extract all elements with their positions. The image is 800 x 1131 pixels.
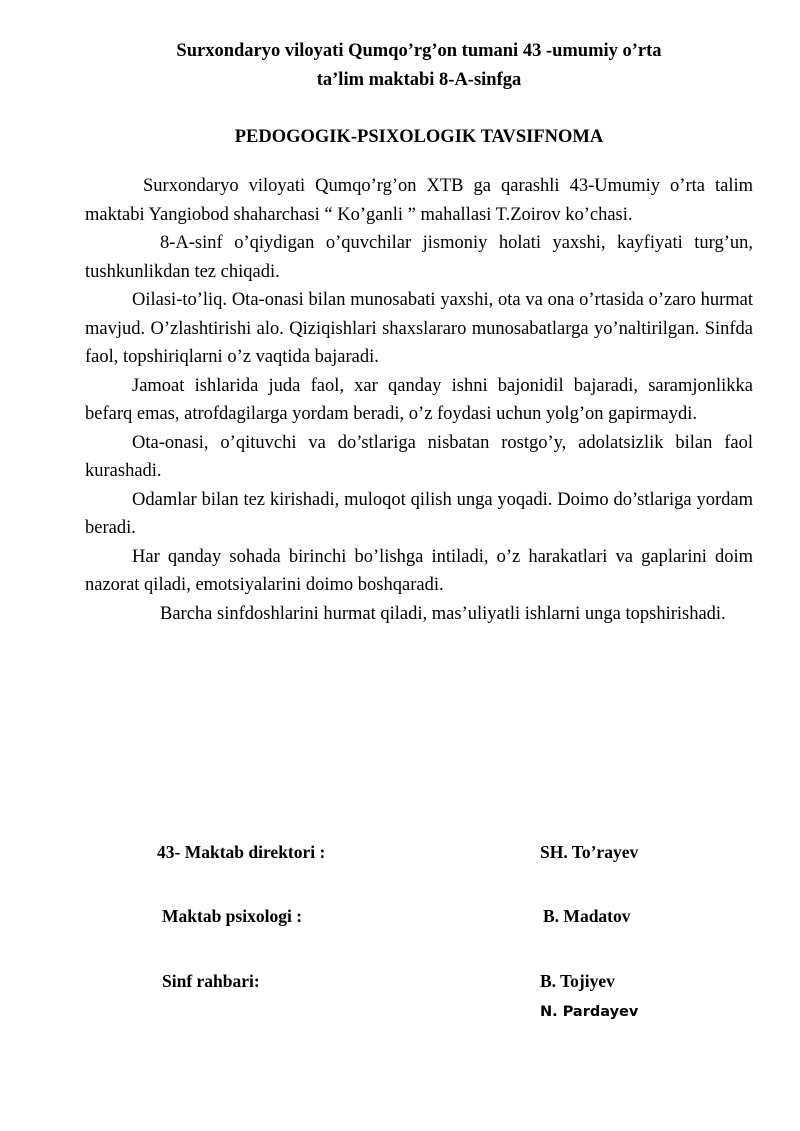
document-body	[85, 172, 753, 628]
signature-name-class-teacher: B. Tojiyev	[540, 971, 615, 991]
signature-name-director: SH. To’rayev	[540, 842, 639, 862]
signature-name-psychologist: B. Madatov	[543, 906, 631, 926]
signature-role-director: 43- Maktab direktori :	[157, 842, 326, 862]
paragraph-family: Oilasi-to’liq. Ota-onasi bilan munosabati yaxshi, ota va ona o’rtasida o’zaro hurmat mavjud. O’zlashtirishi alo. Qiziqishlari shaxslararo munosabatlarga yo’naltirilgan. Sinfda faol, topshiriqlarni o’z vaqtida bajaradi.	[85, 290, 753, 367]
paragraph-honesty: Ota-onasi, o’qituvchi va do’stlariga nisbatan rostgo’y, adolatsizlik bilan faol kurashadi.	[85, 432, 753, 481]
signature-role-psychologist: Maktab psixologi :	[162, 906, 303, 926]
signature-role-class-teacher: Sinf rahbari:	[162, 971, 260, 991]
signature-name-extra: N. Pardayev	[540, 1004, 639, 1020]
paragraph-communication: Odamlar bilan tez kirishadi, muloqot qilish unga yoqadi. Doimo do’stlariga yordam beradi.	[85, 489, 753, 538]
document-title: PEDOGOGIK-PSIXOLOGIK TAVSIFNOMA	[234, 127, 604, 147]
header-line-2: ta’lim maktabi 8-A-sinfga	[316, 70, 522, 90]
paragraph-physical-state: 8-A-sinf o’qiydigan o’quvchilar jismoniy holati yaxshi, kayfiyati turg’un, tushkunlikdan tez chiqadi.	[85, 233, 753, 282]
paragraph-address: Surxondaryo viloyati Qumqo’rg’on XTB ga qarashli 43-Umumiy o’rta talim maktabi Yangiobod shaharchasi “ Ko’ganli ” mahallasi T.Zoirov ko’chasi.	[85, 176, 753, 225]
document-header	[85, 37, 753, 95]
paragraph-respect: Barcha sinfdoshlarini hurmat qiladi, mas’uliyatli ishlarni unga topshirishadi.	[160, 603, 726, 624]
paragraph-ambition: Har qanday sohada birinchi bo’lishga intiladi, o’z harakatlari va gaplarini doim nazorat qiladi, emotsiyalarini doimo boshqaradi.	[85, 546, 753, 595]
paragraph-social-work: Jamoat ishlarida juda faol, xar qanday ishni bajonidil bajaradi, saramjonlikka befarq emas, atrofdagilarga yordam beradi, o’z foydasi uchun yolg’on gapirmaydi.	[85, 375, 753, 424]
header-line-1: Surxondaryo viloyati Qumqo’rg’on tumani 43 -umumiy o’rta	[176, 41, 662, 61]
